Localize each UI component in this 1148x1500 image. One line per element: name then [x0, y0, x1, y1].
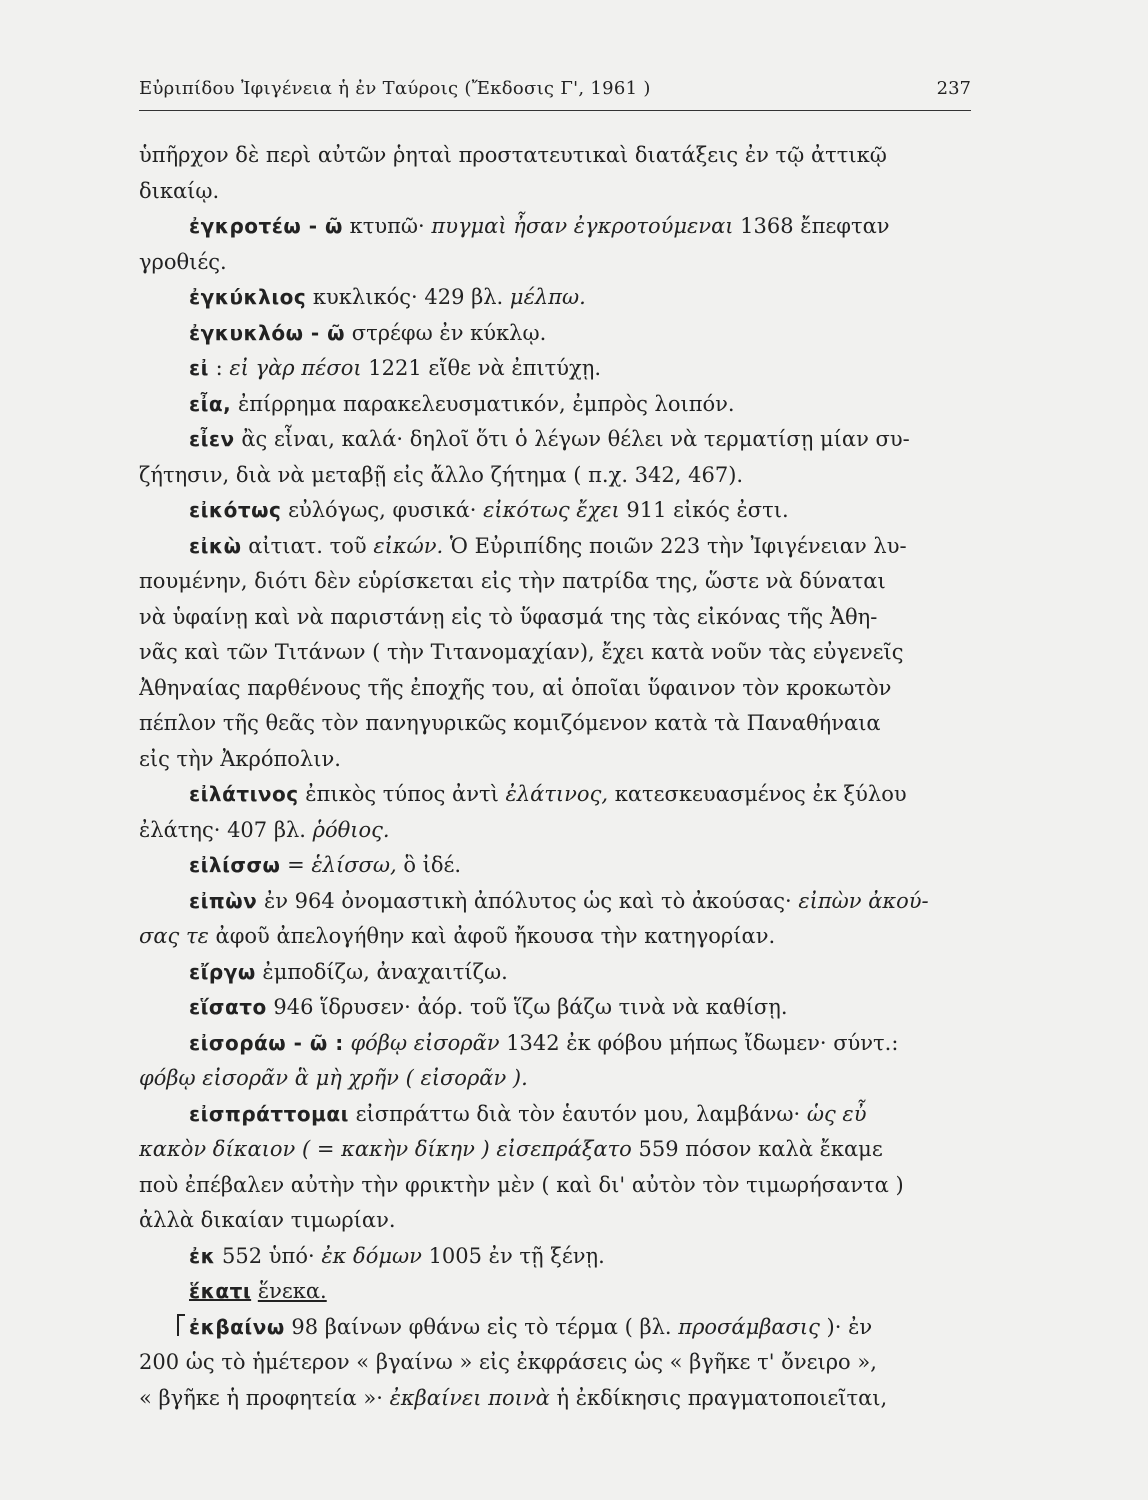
italic-text: εἰκών. [373, 533, 444, 558]
definition-text: κτυπῶ· [342, 214, 432, 238]
headword: εἰκὼ [189, 533, 242, 558]
definition-text: Ἀθηναίας παρθένους τῆς ἐποχῆς του, αἱ ὁποῖαι ὕφαινον τὸν κροκωτὸν [139, 675, 892, 700]
text-line [139, 919, 979, 955]
page-number: 237 [936, 78, 971, 99]
text-line [139, 458, 979, 494]
headword: ἐκ [189, 1243, 216, 1268]
definition-text: κυκλικός· 429 βλ. [306, 285, 510, 309]
definition-text: 1221 εἴθε νὰ ἐπιτύχῃ. [361, 356, 601, 380]
text-line [139, 884, 979, 920]
text-line [139, 742, 979, 778]
text-line [139, 1168, 979, 1204]
italic-text: σας τε [139, 924, 209, 948]
italic-text: εἰ γὰρ πέσοι [229, 356, 362, 380]
definition-text: νᾶς καὶ τῶν Τιτάνων ( τὴν Τιτανομαχίαν), ἔχει κατὰ νοῦν τὰς εὐγενεῖς [139, 640, 904, 664]
text-line [139, 1381, 979, 1417]
italic-text: κακὸν δίκαιον ( = κακὴν δίκην ) εἰσεπράξατο [139, 1137, 632, 1161]
italic-text: ἐλάτινος, [505, 782, 609, 806]
italic-text: φόβῳ εἰσορᾶν ἃ μὴ χρῆν ( εἰσορᾶν ). [139, 1066, 528, 1090]
running-header [139, 78, 971, 108]
headword: εἴργω [189, 959, 256, 984]
definition-text: 98 βαίνων φθάνω εἰς τὸ τέρμα ( βλ. [284, 1314, 679, 1339]
definition-text: ποὺ ἐπέβαλεν αὐτὴν τὴν φρικτὴν μὲν ( καὶ δι' αὐτὸν τὸν τιμωρήσαντα ) [139, 1172, 904, 1197]
italic-text: ῥόθιος. [312, 817, 390, 842]
bracket-mark [177, 1314, 185, 1336]
text-line [139, 777, 979, 813]
definition-text: κατεσκευασμένος ἐκ ξύλου [608, 782, 907, 806]
definition-text: « βγῆκε ἡ προφητεία »· [139, 1385, 390, 1410]
text-line [139, 1345, 979, 1381]
text-line [139, 1203, 979, 1239]
italic-text: προσάμβασις [678, 1314, 820, 1339]
text-line [139, 848, 979, 884]
text-line [139, 1061, 979, 1097]
definition-text: : [208, 356, 230, 380]
definition-text: ὃ ἰδέ. [396, 853, 462, 877]
definition-text: ἐπίρρημα παρακελευσματικόν, ἐμπρὸς λοιπόν. [231, 391, 735, 416]
text-line [139, 1026, 979, 1062]
text-line [139, 1274, 979, 1310]
headword: εἶα, [189, 391, 232, 416]
definition-text: ἕνεκα. [257, 1279, 327, 1303]
text-line [139, 529, 979, 565]
text-line [139, 387, 979, 423]
text-line [139, 1097, 979, 1133]
definition-text: 1005 ἐν τῇ ξένῃ. [421, 1243, 605, 1268]
definition-text: πέπλον τῆς θεᾶς τὸν πανηγυρικῶς κομιζόμενον κατὰ τὰ Παναθήναια [139, 711, 881, 735]
definition-text: ἀλλὰ δικαίαν τιμωρίαν. [139, 1208, 396, 1232]
headword: εἰ [189, 356, 209, 380]
text-line [139, 955, 979, 991]
headword: εἶεν [189, 427, 235, 451]
text-line [139, 600, 979, 636]
text-line [139, 671, 979, 707]
text-line [139, 493, 979, 529]
definition-text: γροθιές. [139, 249, 227, 274]
definition-text: ἐλάτης· 407 βλ. [139, 817, 313, 842]
italic-text: εἰπὼν ἀκού- [798, 888, 929, 913]
headword: εἰσοράω - ῶ : [189, 1030, 344, 1055]
italic-text: μέλπω. [509, 285, 586, 309]
italic-text: ὡς εὖ [806, 1101, 867, 1126]
text-line [139, 174, 979, 210]
definition-text: ὑπῆρχον δὲ περὶ αὐτῶν ῥηταὶ προστατευτικαὶ διατάξεις ἐν τῷ ἀττικῷ [139, 143, 887, 167]
text-line [139, 813, 979, 849]
text-line [139, 1310, 979, 1346]
definition-text: 1368 ἔπεφταν [733, 214, 890, 238]
text-line [139, 138, 979, 174]
text-line [139, 351, 979, 387]
definition-text: 1342 ἐκ φόβου μήπως ἴδωμεν· σύντ.: [499, 1030, 899, 1055]
headword: εἵσατο [189, 995, 267, 1019]
headword: εἰλάτινος [189, 782, 299, 806]
headword: ἐγκύκλιος [189, 285, 307, 309]
definition-text: ἐν 964 ὀνομαστικὴ ἀπόλυτος ὡς καὶ τὸ ἀκούσας· [257, 888, 799, 913]
definition-text: ἂς εἶναι, καλά· δηλοῖ ὅτι ὁ λέγων θέλει νὰ τερματίσῃ μίαν συ- [234, 427, 910, 451]
dictionary-body [139, 138, 979, 1416]
definition-text: )· ἐν [819, 1314, 873, 1339]
definition-text: αἰτιατ. τοῦ [241, 533, 374, 558]
headword: ἕκατι [189, 1279, 252, 1303]
definition-text: δικαίῳ. [139, 178, 220, 203]
italic-text: πυγμαὶ ἦσαν ἐγκροτούμεναι [431, 214, 734, 238]
italic-text: φόβῳ εἰσορᾶν [350, 1030, 500, 1055]
definition-text: 552 ὑπό· [215, 1243, 322, 1268]
text-line [139, 990, 979, 1026]
definition-text: 559 πόσον καλὰ ἔκαμε [631, 1137, 883, 1161]
definition-text: 200 ὡς τὸ ἡμέτερον « βγαίνω » εἰς ἐκφράσεις ὡς « βγῆκε τ' ὄνειρο », [139, 1350, 877, 1374]
headword: ἐκβαίνω [189, 1314, 285, 1339]
italic-text: ἐκβαίνει ποινὰ [389, 1385, 550, 1410]
definition-text: εὐλόγως, φυσικά· [281, 498, 484, 522]
text-line [139, 1132, 979, 1168]
italic-text: εἰκότως ἔχει [483, 498, 620, 522]
text-line [139, 635, 979, 671]
definition-text: ζήτησιν, διὰ νὰ μεταβῇ εἰς ἄλλο ζήτημα ( π.χ. 342, 467). [139, 462, 744, 487]
definition-text: 911 εἰκός ἐστι. [619, 498, 789, 522]
definition-text [251, 1279, 258, 1303]
text-line [139, 209, 979, 245]
text-line [139, 280, 979, 316]
headword: εἰσπράττομαι [189, 1101, 349, 1126]
definition-text: νὰ ὑφαίνῃ καὶ νὰ παριστάνῃ εἰς τὸ ὕφασμά της τὰς εἰκόνας τῆς Ἀθη- [139, 604, 878, 629]
definition-text: ἐμποδίζω, ἀναχαιτίζω. [255, 959, 508, 984]
text-line [139, 245, 979, 281]
header-title: Εὐριπίδου Ἰφιγένεια ἡ ἐν Ταύροις (Ἔκδοσις Γ', 1961 ) [139, 78, 651, 99]
headword: εἰκότως [189, 498, 282, 522]
text-line [139, 564, 979, 600]
definition-text: στρέφω ἐν κύκλῳ. [345, 320, 547, 345]
definition-text: πουμένην, διότι δὲν εὑρίσκεται εἰς τὴν πατρίδα της, ὥστε νὰ δύναται [139, 569, 886, 593]
definition-text: 946 ἵδρυσεν· ἀόρ. τοῦ ἵζω βάζω τινὰ νὰ καθίσῃ. [266, 995, 788, 1019]
headword: ἐγκροτέω - ῶ [189, 214, 343, 238]
italic-text: ἑλίσσω, [311, 853, 397, 877]
definition-text: = [280, 853, 312, 877]
headword: ἐγκυκλόω - ῶ [189, 320, 346, 345]
headword: εἰπὼν [189, 888, 258, 913]
definition-text: εἰσπράττω διὰ τὸν ἑαυτόν μου, λαμβάνω· [348, 1101, 807, 1126]
definition-text: Ὁ Εὐριπίδης ποιῶν 223 τὴν Ἰφιγένειαν λυ- [443, 533, 907, 558]
italic-text: ἐκ δόμων [321, 1243, 422, 1268]
definition-text: ἐπικὸς τύπος ἀντὶ [298, 782, 506, 806]
text-line [139, 422, 979, 458]
headword: εἰλίσσω [189, 853, 281, 877]
text-line [139, 316, 979, 352]
text-line [139, 706, 979, 742]
definition-text: ἡ ἐκδίκησις πραγματοποιεῖται, [549, 1385, 888, 1410]
definition-text: εἰς τὴν Ἀκρόπολιν. [139, 746, 341, 771]
header-divider [139, 110, 971, 111]
text-line [139, 1239, 979, 1275]
definition-text: ἀφοῦ ἀπελογήθην καὶ ἀφοῦ ἤκουσα τὴν κατηγορίαν. [208, 924, 776, 948]
